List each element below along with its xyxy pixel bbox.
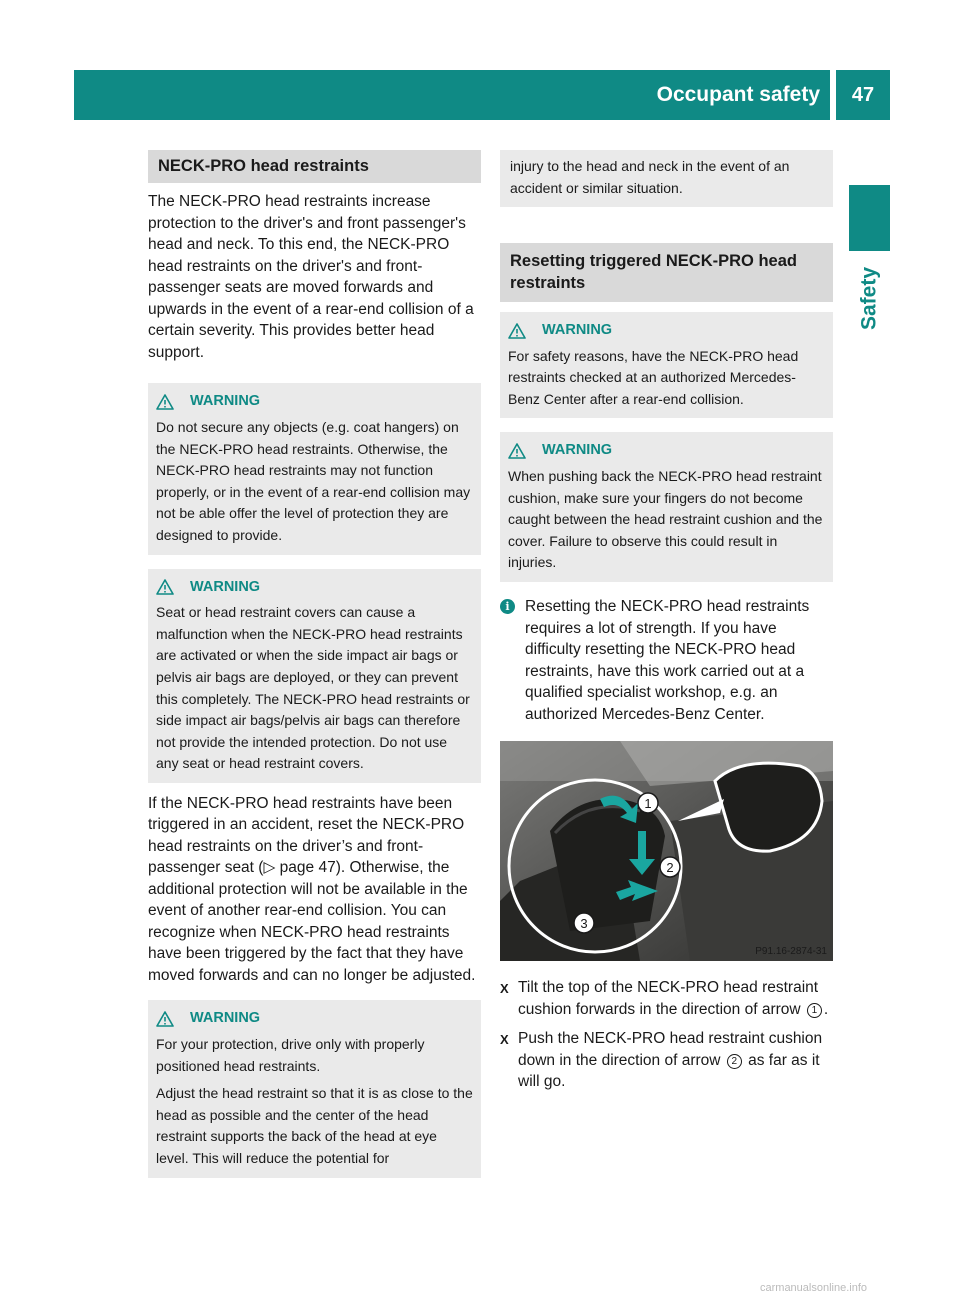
warning-title: WARNING	[542, 442, 613, 459]
callout-1: 1	[644, 796, 652, 811]
step-marker: X	[500, 1032, 509, 1047]
warning-text: Do not secure any objects (e.g. coat hangers) on the NECK-PRO head restraints. Otherwise, the NECK-PRO head restraints may not function properly, or in the event of a rear-end collision may not be able offer the level of protection they are designed to provide.	[156, 419, 471, 543]
step-text	[518, 1028, 833, 1093]
arrow-number: 1	[807, 1003, 822, 1018]
warning-header	[156, 391, 473, 413]
warning-title: WARNING	[190, 393, 261, 410]
warning-text: For safety reasons, have the NECK-PRO head restraints checked at an authorized Mercedes-Benz Center after a rear-end collision.	[508, 347, 799, 407]
warning-text: Seat or head restraint covers can cause a malfunction when the NECK-PRO head restraints are activated or when the side impact air bags or pelvis air bags are deployed, or they can prevent this completely. The NECK-PRO head restraints or side impact air bags/pelvis air bags can therefore not provide the intended protection. Do not use any seat or head restraint covers.	[156, 604, 470, 772]
warning-continued: injury to the head and neck in the event of an accident or similar situation.	[500, 150, 833, 207]
right-column	[500, 150, 833, 1093]
callout-3: 3	[580, 916, 588, 931]
instruction-step	[500, 1028, 833, 1093]
header-bar	[74, 70, 830, 120]
warning-triangle-icon	[156, 394, 174, 410]
info-icon: i	[500, 599, 515, 614]
warning-triangle-icon	[508, 323, 526, 339]
step-text	[518, 977, 833, 1020]
warning-box	[148, 569, 481, 783]
side-tab-marker	[849, 185, 890, 251]
intro-paragraph: The NECK-PRO head restraints increase protection to the driver's and front passenger's head and neck. To this end, the NECK-PRO head restraints on the driver's and front-passenger seats are moved forwards and upwards in the event of a rear-end collision of a certain severity. This provides better head support.	[148, 193, 474, 361]
warning-box	[148, 1000, 481, 1177]
info-note	[500, 596, 833, 725]
seat-illustration	[500, 741, 833, 961]
info-text: Resetting the NECK-PRO head restraints requires a lot of strength. If you have difficulty resetting the NECK-PRO head restraints, have this work carried out at a qualified specialist workshop, e.g. an authorized Mercedes-Benz Center.	[525, 598, 810, 723]
warning-box	[500, 312, 833, 418]
warning-triangle-icon	[508, 443, 526, 459]
warning-triangle-icon	[156, 579, 174, 595]
step-text-part: as far as it will go.	[518, 1051, 820, 1090]
page-number: 47	[836, 70, 890, 120]
warning-title: WARNING	[542, 322, 613, 339]
figure-code: P91.16-2874-31	[755, 946, 827, 957]
callout-2: 2	[666, 860, 674, 875]
section-heading: NECK-PRO head restraints	[148, 150, 481, 183]
step-text-part: Tilt the top of the NECK-PRO head restraint cushion forwards in the direction of arrow	[518, 979, 819, 1018]
warning-header	[508, 440, 825, 462]
warning-text: For your protection, drive only with properly positioned head restraints.	[156, 1036, 425, 1074]
warning-text: Adjust the head restraint so that it is as close to the head as possible and the center of the head restraint supports the back of the head at eye level. This will reduce the potential for	[156, 1085, 473, 1166]
step-marker: X	[500, 981, 509, 996]
footer-watermark: carmanualsonline.info	[760, 1282, 868, 1294]
warning-triangle-icon	[156, 1011, 174, 1027]
step-text-part: Push the NECK-PRO head restraint cushion down in the direction of arrow	[518, 1030, 823, 1069]
arrow-number: 2	[727, 1054, 742, 1069]
side-tab-label: Safety	[857, 266, 881, 330]
warning-box	[148, 383, 481, 554]
warning-header	[156, 1008, 473, 1030]
warning-title: WARNING	[190, 578, 261, 595]
warning-header	[156, 577, 473, 599]
warning-box	[500, 432, 833, 582]
page-title: Occupant safety	[656, 83, 820, 106]
warning-header	[508, 320, 825, 342]
left-column	[148, 150, 481, 1178]
head-restraint-figure	[500, 741, 833, 961]
instruction-step	[500, 977, 833, 1020]
warning-title: WARNING	[190, 1010, 261, 1027]
step-text-part: .	[823, 1000, 829, 1018]
body-paragraph: If the NECK-PRO head restraints have been triggered in an accident, reset the NECK-PRO head restraints on the driver’s and front-passenger seat (▷ page 47). Otherwise, the additional protection will not be available in the event of another rear-end collision. You can recognize when NECK-PRO head restraints have been triggered by the fact that they have moved forwards and can no longer be adjusted.	[148, 794, 476, 984]
section-heading: Resetting triggered NECK-PRO head restraints	[500, 243, 833, 302]
warning-text: When pushing back the NECK-PRO head restraint cushion, make sure your fingers do not become caught between the head restraint cushion and the cover. Failure to observe this could result in injuries.	[508, 468, 823, 571]
